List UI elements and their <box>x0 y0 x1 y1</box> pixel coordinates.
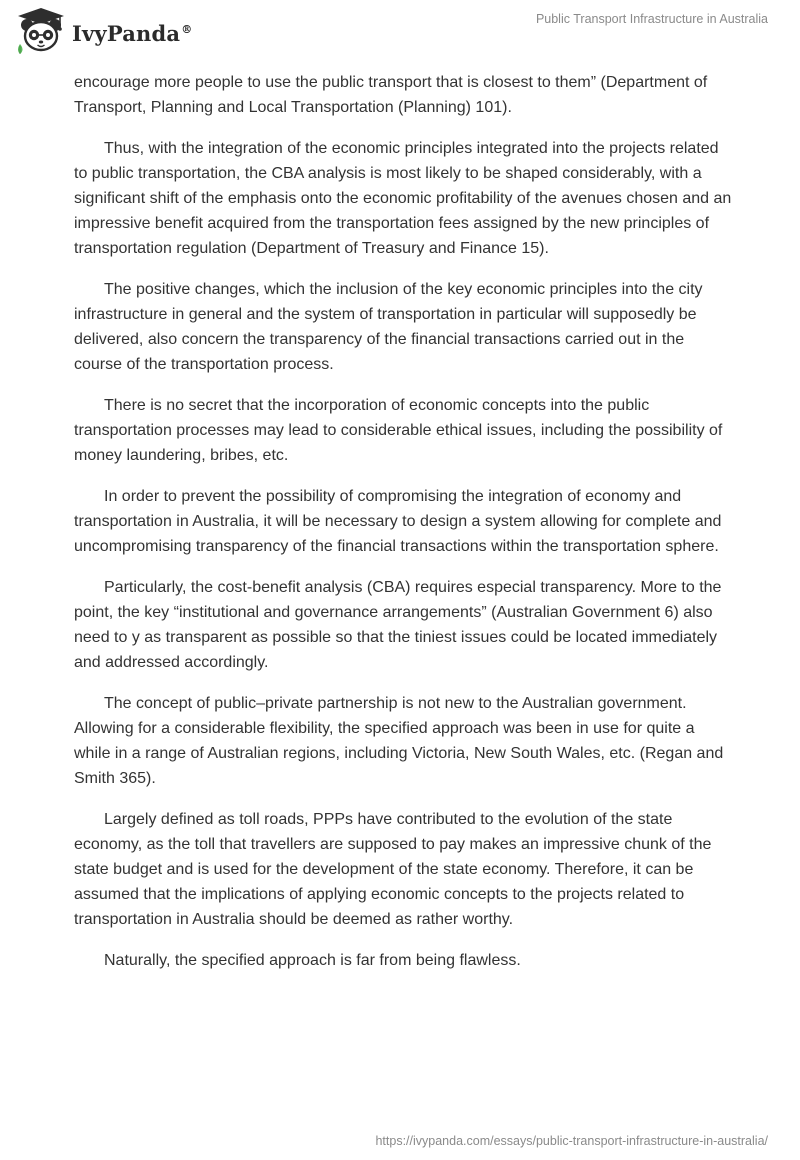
paragraph-9: Naturally, the specified approach is far from being flawless. <box>104 952 521 969</box>
paragraph-3: The positive changes, which the inclusion of the key economic principles into the city infrastructure in general and the system of transportation in particular will supposedly be delivered, also concern the transparency of the financial transactions carried out in the course of the transportation process. <box>74 281 703 373</box>
essay-body <box>74 70 734 989</box>
paragraph-1: encourage more people to use the public transport that is closest to them” (Department of Transport, Planning and Local Transportation (Planning) 101). <box>74 74 708 116</box>
paragraph-5: In order to prevent the possibility of compromising the integration of economy and transportation in Australia, it will be necessary to design a system allowing for complete and uncompromising transparency of the financial transactions within the transportation sphere. <box>74 488 722 555</box>
document-title: Public Transport Infrastructure in Australia <box>535 12 768 26</box>
registered-mark: ® <box>181 22 193 36</box>
source-url-link[interactable]: https://ivypanda.com/essays/public-transport-infrastructure-in-australia/ <box>375 1134 768 1148</box>
panda-graduate-logo-icon <box>14 6 68 56</box>
paragraph-7: The concept of public–private partnership is not new to the Australian government. Allowing for a considerable flexibility, the specified approach was been in use for quite a while in a range of Australian regions, including Victoria, New South Wales, etc. (Regan and Smith 365). <box>74 695 724 787</box>
paragraph-6: Particularly, the cost-benefit analysis (CBA) requires especial transparency. More to the point, the key “institutional and governance arrangements” (Australian Government 6) also need to y as transparent as possible so that the tiniest issues could be located immediately and addressed accordingly. <box>74 579 722 671</box>
ivypanda-logo[interactable] <box>14 6 192 56</box>
brand-name: IvyPanda® <box>72 20 193 46</box>
page-header <box>0 0 800 60</box>
paragraph-8: Largely defined as toll roads, PPPs have contributed to the evolution of the state economy, as the toll that travellers are supposed to pay makes an impressive chunk of the state budget and is used for the development of the state economy. Therefore, it can be assumed that the implications of applying economic concepts to the projects related to transportation in Australia should be deemed as rather worthy. <box>74 811 712 928</box>
paragraph-4: There is no secret that the incorporation of economic concepts into the public transportation processes may lead to considerable ethical issues, including the possibility of money laundering, bribes, etc. <box>74 397 723 464</box>
paragraph-2: Thus, with the integration of the economic principles integrated into the projects related to public transportation, the CBA analysis is most likely to be shaped considerably, with a significant shift of the emphasis onto the economic profitability of the avenues chosen and an impressive benefit acquired from the transportation fees assigned by the new principles of transportation regulation (Department of Treasury and Finance 15). <box>74 140 732 257</box>
